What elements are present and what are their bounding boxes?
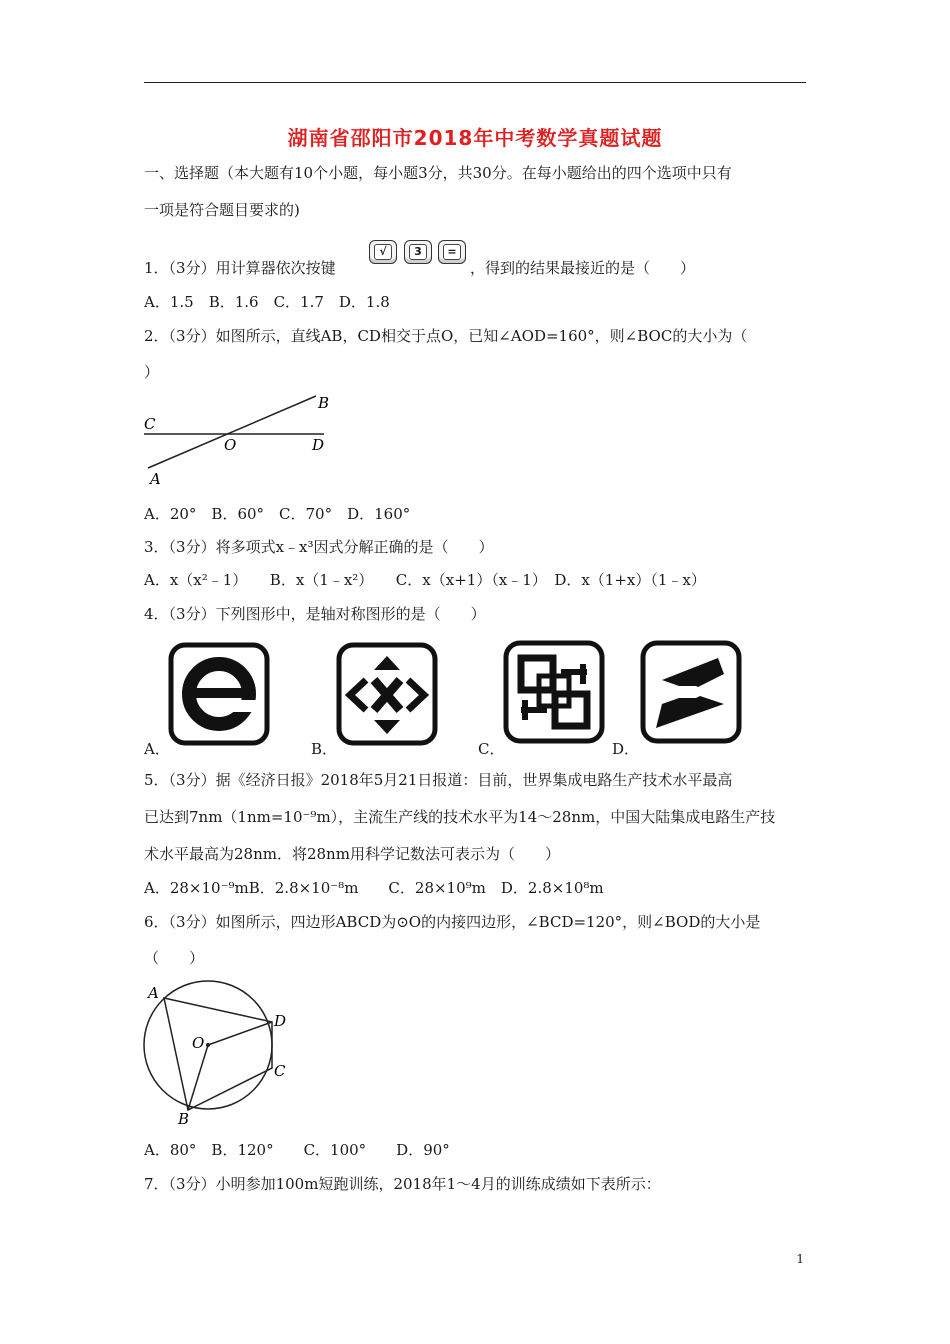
page-number: 1 bbox=[796, 1252, 804, 1266]
q4-figure-d bbox=[640, 640, 744, 746]
arrow-up bbox=[374, 656, 400, 670]
equals-key-label: = bbox=[443, 244, 461, 260]
section-intro-line1: 一、选择题（本大题有10个小题，每小题3分，共30分。在每小题给出的四个选项中只有 bbox=[144, 164, 732, 182]
q6-figure bbox=[140, 978, 300, 1128]
q3-stem: 3．（3分）将多项式x﹣x³因式分解正确的是（ ） bbox=[144, 538, 494, 556]
q6-stem-line1: 6．（3分）如图所示，四边形ABCD为⊙O的内接四边形，∠BCD=120°，则∠BOD的大小是 bbox=[144, 913, 761, 931]
arrow-left bbox=[350, 680, 366, 710]
center-dot bbox=[206, 1043, 210, 1047]
three-key-label: 3 bbox=[409, 244, 427, 260]
equals-key bbox=[438, 240, 466, 264]
q1-stem-before: 1．（3分）用计算器依次按键 bbox=[144, 259, 336, 277]
q4-option-a-label: A． bbox=[144, 740, 170, 758]
s-gap bbox=[672, 686, 708, 698]
label-b6: B bbox=[178, 1110, 190, 1128]
e-bar bbox=[188, 688, 250, 698]
q2-figure bbox=[140, 390, 340, 490]
label-o6: O bbox=[192, 1034, 205, 1052]
segment-od bbox=[208, 1022, 272, 1045]
q4-figure-b bbox=[336, 642, 440, 748]
label-d: D bbox=[312, 436, 325, 454]
q5-line1: 5．（3分）据《经济日报》2018年5月21日报道：目前，世界集成电路生产技术水平最高 bbox=[144, 771, 733, 789]
q4-option-b-label: B． bbox=[311, 740, 338, 758]
arrow-down bbox=[374, 720, 400, 734]
q4-option-c-label: C． bbox=[478, 740, 505, 758]
q4-figure-a bbox=[168, 642, 272, 748]
q7-stem: 7．（3分）小明参加100m短跑训练，2018年1～4月的训练成绩如下表所示： bbox=[144, 1175, 661, 1193]
arrow-right bbox=[408, 680, 424, 710]
sqrt-key bbox=[369, 240, 397, 264]
q6-options: A．80° B．120° C．100° D．90° bbox=[144, 1141, 450, 1159]
label-c6: C bbox=[274, 1062, 286, 1080]
three-key bbox=[404, 240, 432, 264]
q5-line3: 术水平最高为28nm．将28nm用科学记数法可表示为（ ） bbox=[144, 845, 560, 863]
line-ab bbox=[148, 396, 316, 468]
segment-ob bbox=[188, 1045, 208, 1110]
q1-options: A．1.5 B．1.6 C．1.7 D．1.8 bbox=[144, 293, 390, 311]
q4-stem: 4．（3分）下列图形中，是轴对称图形的是（ ） bbox=[144, 605, 486, 623]
quad-abcd bbox=[164, 998, 272, 1110]
label-c: C bbox=[144, 415, 156, 433]
q2-options: A．20° B．60° C．70° D．160° bbox=[144, 505, 411, 523]
section-intro-line2: 一项是符合题目要求的) bbox=[144, 201, 300, 219]
q4-option-d-label: D． bbox=[612, 740, 640, 758]
q6-stem-line2: （ ） bbox=[144, 949, 205, 967]
q5-line2: 已达到7nm（1nm=10⁻⁹m），主流生产线的技术水平为14～28nm，中国大陆集成电路生产技 bbox=[144, 808, 776, 826]
q1-stem-after: ，得到的结果最接近的是（ ） bbox=[470, 259, 696, 277]
q3-options: A．x（x²﹣1） B．x（1﹣x²） C．x（x+1）（x﹣1） D．x（1+x）（1﹣x） bbox=[144, 571, 706, 589]
top-rule bbox=[144, 82, 806, 83]
label-a: A bbox=[150, 470, 161, 488]
label-b: B bbox=[318, 394, 330, 412]
label-o: O bbox=[224, 436, 237, 454]
q4-figure-c bbox=[503, 640, 607, 746]
q2-stem-line2: ） bbox=[144, 363, 160, 381]
q2-stem-line1: 2．（3分）如图所示，直线AB，CD相交于点O，已知∠AOD=160°，则∠BOC的大小为（ bbox=[144, 327, 748, 345]
label-d6: D bbox=[274, 1012, 287, 1030]
sqrt-key-label: √ bbox=[374, 244, 392, 260]
q5-options: A．28×10⁻⁹mB．2.8×10⁻⁸m C．28×10⁹m D．2.8×10⁸m bbox=[144, 879, 604, 897]
e-gap bbox=[228, 700, 256, 712]
page-title: 湖南省邵阳市2018年中考数学真题试题 bbox=[287, 126, 663, 150]
label-a6: A bbox=[148, 984, 159, 1002]
